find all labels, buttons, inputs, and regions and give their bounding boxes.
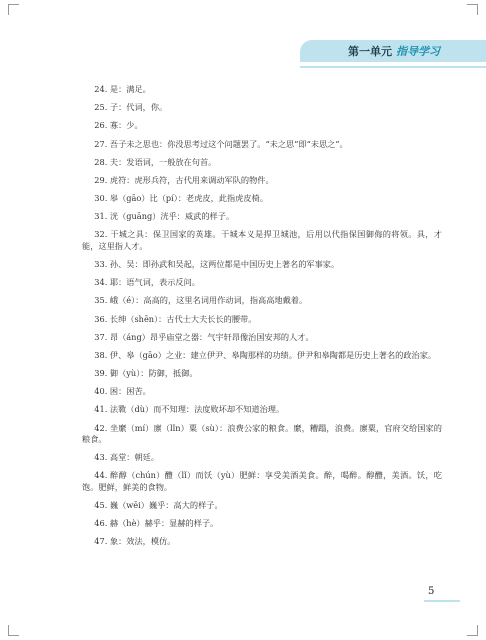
note-entry: 45. 巍（wēi）巍乎：高大的样子。 bbox=[94, 500, 223, 511]
note-entry: 43. 高堂：朝廷。 bbox=[94, 452, 160, 463]
header-unit: 第一单元 bbox=[348, 45, 392, 58]
note-entry: 38. 伊、皋（gāo）之业：建立伊尹、皋陶那样的功绩。伊尹和皋陶都是历史上著名的政治家。 bbox=[94, 349, 437, 360]
note-entry: 28. 夫：发语词，一般放在句首。 bbox=[94, 156, 217, 167]
note-entry: 31. 洸（guāng）洸乎：威武的样子。 bbox=[94, 211, 235, 222]
note-entry: 34. 耶：语气词，表示反问。 bbox=[94, 277, 200, 288]
note-entry: 25. 子：代词，你。 bbox=[94, 102, 168, 113]
note-entry: 29. 虎符：虎形兵符，古代用来调动军队的物件。 bbox=[94, 174, 274, 185]
page-number: 5 bbox=[428, 586, 435, 597]
note-entry: 33. 孙、吴：即孙武和吴起，这两位都是中国历史上著名的军事家。 bbox=[94, 259, 340, 270]
note-entry: 44. 醉醇（chún）醴（lǐ）而饫（yù）肥鲜：享受美酒美食。醉，喝醉。醇醴，美酒。饫，吃饱。肥鲜，鲜美的食物。 bbox=[82, 470, 442, 492]
note-entry: 47. 象：效法，模仿。 bbox=[94, 536, 176, 547]
note-entry: 27. 吾子未之思也：你没思考过这个问题罢了。“未之思”即“未思之”。 bbox=[94, 138, 348, 149]
page-header-band bbox=[300, 40, 486, 62]
crop-mark-top-right bbox=[467, 4, 478, 15]
note-entry: 42. 坐縻（mí）廪（lǐn）粟（sù）：浪费公家的粮食。縻，糟蹋，浪费。廪粟，官府交给国家的粮食。 bbox=[82, 422, 442, 445]
crop-mark-bottom-right bbox=[467, 625, 478, 636]
note-entry: 37. 昂（áng）昂乎庙堂之器：气宇轩昂像治国安邦的人才。 bbox=[94, 331, 314, 342]
note-entry: 41. 法斁（dù）而不知理：法度败坏却不知道治理。 bbox=[94, 404, 285, 415]
note-entry: 26. 寡：少。 bbox=[94, 120, 143, 131]
note-entry: 32. 干城之具：保卫国家的英雄。干城本义是捍卫城池，后用以代指保国御侮的将领。具，才能，这里指人才。 bbox=[82, 229, 442, 251]
notes-list bbox=[82, 84, 442, 555]
note-entry: 35. 峨（é）：高高的，这里名词用作动词，指高高地戴着。 bbox=[94, 295, 308, 306]
note-entry: 24. 是：满足。 bbox=[94, 84, 151, 94]
footer-underline bbox=[424, 600, 460, 602]
crop-mark-top-left bbox=[8, 4, 19, 15]
note-entry: 40. 困：困苦。 bbox=[94, 386, 151, 397]
note-entry: 39. 御（yù）：防御，抵御。 bbox=[94, 368, 198, 379]
header-underline bbox=[300, 66, 486, 68]
note-entry: 46. 赫（hè）赫乎：显赫的样子。 bbox=[94, 518, 219, 529]
header-section-title: 指导学习 bbox=[396, 45, 440, 58]
note-entry: 30. 皋（gāo）比（pí）：老虎皮，此指虎皮椅。 bbox=[94, 193, 268, 204]
note-entry: 36. 长绅（shēn）：古代士大夫长长的腰带。 bbox=[94, 313, 257, 324]
crop-mark-bottom-left bbox=[8, 625, 19, 636]
header-title bbox=[348, 43, 440, 59]
